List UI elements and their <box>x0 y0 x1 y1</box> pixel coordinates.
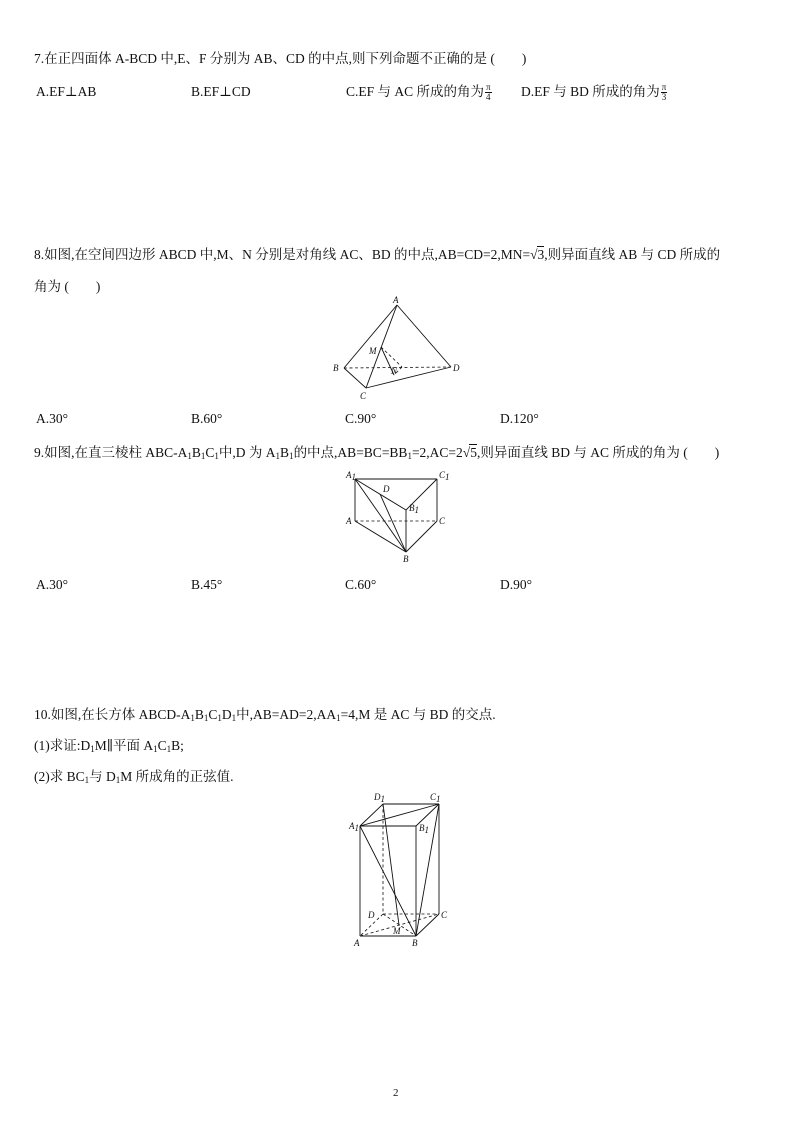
label-C1: C1 <box>430 792 441 804</box>
q8-stem: 8.如图,在空间四边形 ABCD 中,M、N 分别是对角线 AC、BD 的中点,AB=CD=2,MN=√3,则异面直线 AB 与 CD 所成的 <box>34 247 721 262</box>
q9-option-d: D.90° <box>500 577 533 592</box>
q10-stem-part: C <box>208 707 218 722</box>
q9-sqrt-value: 5 <box>470 445 477 460</box>
label-M: M <box>369 346 377 356</box>
q8-stem-text-1: 8.如图,在空间四边形 ABCD 中,M、N 分别是对角线 AC、BD 的中点,AB=CD=2,MN= <box>34 247 531 262</box>
subscript: 1 <box>203 713 209 723</box>
label-B: B <box>403 554 409 564</box>
q8-option-a: A.30° <box>36 411 69 426</box>
subscript: 1 <box>214 451 219 461</box>
q7-option-c-fraction <box>485 83 492 102</box>
q10-part-2-text: 与 D <box>89 769 116 784</box>
q8-stem-text-2: ,则异面直线 AB 与 CD 所成的 <box>544 247 721 262</box>
label-B: B <box>333 363 339 373</box>
fraction-numerator: π <box>661 82 667 93</box>
q7-option-d-text: D.EF 与 BD 所成的角为 <box>521 84 660 99</box>
edge-AB <box>344 305 397 368</box>
label-A1: A1 <box>346 470 356 482</box>
subscript: 1 <box>200 451 206 461</box>
q9-stem-part: 中,D 为 A <box>218 445 276 460</box>
q10-part-1-text: B; <box>171 738 184 753</box>
q10-stem-part: B <box>194 707 204 722</box>
label-A: A <box>346 516 352 526</box>
subscript: 1 <box>187 451 192 461</box>
segment-BD <box>380 494 406 552</box>
q9-stem-part: B <box>280 445 290 460</box>
q9-stem-part: 9.如图,在直三棱柱 ABC-A <box>34 445 188 460</box>
label-B: B <box>412 938 418 948</box>
subscript: 1 <box>275 451 281 461</box>
fraction-numerator: π <box>486 82 491 93</box>
q10-stem-part: 10.如图,在长方体 ABCD-A <box>34 707 191 722</box>
q9-option-b: B.45° <box>191 577 223 592</box>
fraction-denominator: 3 <box>661 92 667 103</box>
q10-cuboid-figure <box>344 786 454 951</box>
label-D: D <box>453 363 460 373</box>
q8-sqrt-value: 3 <box>537 247 545 262</box>
label-C1: C1 <box>439 470 450 482</box>
q7-stem: 7.在正四面体 A-BCD 中,E、F 分别为 AB、CD 的中点,则下列命题不正确的是 ( ) <box>34 51 527 66</box>
q9-stem-part: C <box>205 445 215 460</box>
q10-stem <box>34 703 496 723</box>
subscript: 1 <box>231 713 237 723</box>
subscript: 1 <box>336 713 341 723</box>
label-C: C <box>360 391 367 401</box>
q8-option-b: B.60° <box>191 411 223 426</box>
q8-stem-line2: 角为 ( ) <box>34 279 101 294</box>
subscript: 1 <box>90 744 95 754</box>
page-number: 2 <box>393 1087 399 1099</box>
hidden-edge-BD <box>344 367 451 368</box>
subscript: 1 <box>115 775 121 785</box>
q8-option-d: D.120° <box>500 411 539 426</box>
q7-option-a: A.EF⊥AB <box>36 84 97 99</box>
label-D: D <box>368 910 375 920</box>
segment-A1B <box>355 479 406 552</box>
q9-stem-part: ,则异面直线 BD 与 AC 所成的角为 ( ) <box>476 445 720 460</box>
q9-stem-part: 的中点,AB=BC=BB <box>293 445 408 460</box>
q10-stem-part: D <box>221 707 232 722</box>
label-B1: B1 <box>409 503 419 515</box>
q9-stem-part: =2,AC=2 <box>411 445 463 460</box>
q9-stem-part: B <box>191 445 201 460</box>
q10-part-2-text: M 所成角的正弦值. <box>120 769 234 784</box>
q10-part-1-text: C <box>157 738 167 753</box>
label-C: C <box>439 516 446 526</box>
q8-option-c: C.90° <box>345 411 377 426</box>
label-B1: B1 <box>419 823 429 835</box>
subscript: 1 <box>84 775 90 785</box>
q7-option-b: B.EF⊥CD <box>191 84 251 99</box>
subscript: 1 <box>190 713 195 723</box>
subscript: 1 <box>289 451 294 461</box>
subscript: 1 <box>153 744 158 754</box>
subscript: 1 <box>407 451 412 461</box>
edge-AD <box>397 305 451 367</box>
label-M: M <box>393 926 401 936</box>
q9-stem: 9.如图,在直三棱柱 ABC-$A_1B_1C_1$中,D 为 $A_1B_1$的中点$,AB=BC=BB_1=2,AC=2√5$,则异面直线 BD 与 AC 所成的角为 ( ) <box>34 445 720 461</box>
hidden-segment-MQ <box>381 347 402 367</box>
segment-D1M <box>383 804 399 925</box>
label-C: C <box>441 910 448 920</box>
q7-option-d <box>521 80 668 102</box>
q10-stem-part: 中,AB=AD=2,AA <box>236 707 337 722</box>
q7-option-d-fraction <box>661 83 668 102</box>
q10-part-2 <box>34 765 234 785</box>
q10-part-1 <box>34 734 184 754</box>
q9-option-c: C.60° <box>345 577 377 592</box>
q7-option-c <box>346 80 493 102</box>
label-D1: D1 <box>374 792 385 804</box>
label-N: N <box>391 366 398 376</box>
edge-CD <box>366 367 451 388</box>
subscript: 1 <box>166 744 172 754</box>
q10-stem-part: =4,M 是 AC 与 BD 的交点. <box>340 707 496 722</box>
edge-BC <box>344 368 366 388</box>
q9-prism-figure <box>340 466 460 566</box>
q9-option-a: A.30° <box>36 577 69 592</box>
label-A: A <box>393 295 399 305</box>
q7-option-c-text: C.EF 与 AC 所成的角为 <box>346 84 485 99</box>
edge-BC <box>406 521 437 552</box>
fraction-denominator: 4 <box>486 92 491 103</box>
edge-AB <box>355 521 406 552</box>
q10-part-2-text: (2)求 BC <box>34 769 85 784</box>
q10-part-1-text: (1)求证:D <box>34 738 91 753</box>
q8-tetrahedron-figure <box>325 294 470 404</box>
subscript: 1 <box>217 713 222 723</box>
label-A: A <box>354 938 360 948</box>
label-D: D <box>383 484 390 494</box>
label-A1: A1 <box>349 821 359 833</box>
q10-part-1-text: M∥平面 A <box>94 738 154 753</box>
